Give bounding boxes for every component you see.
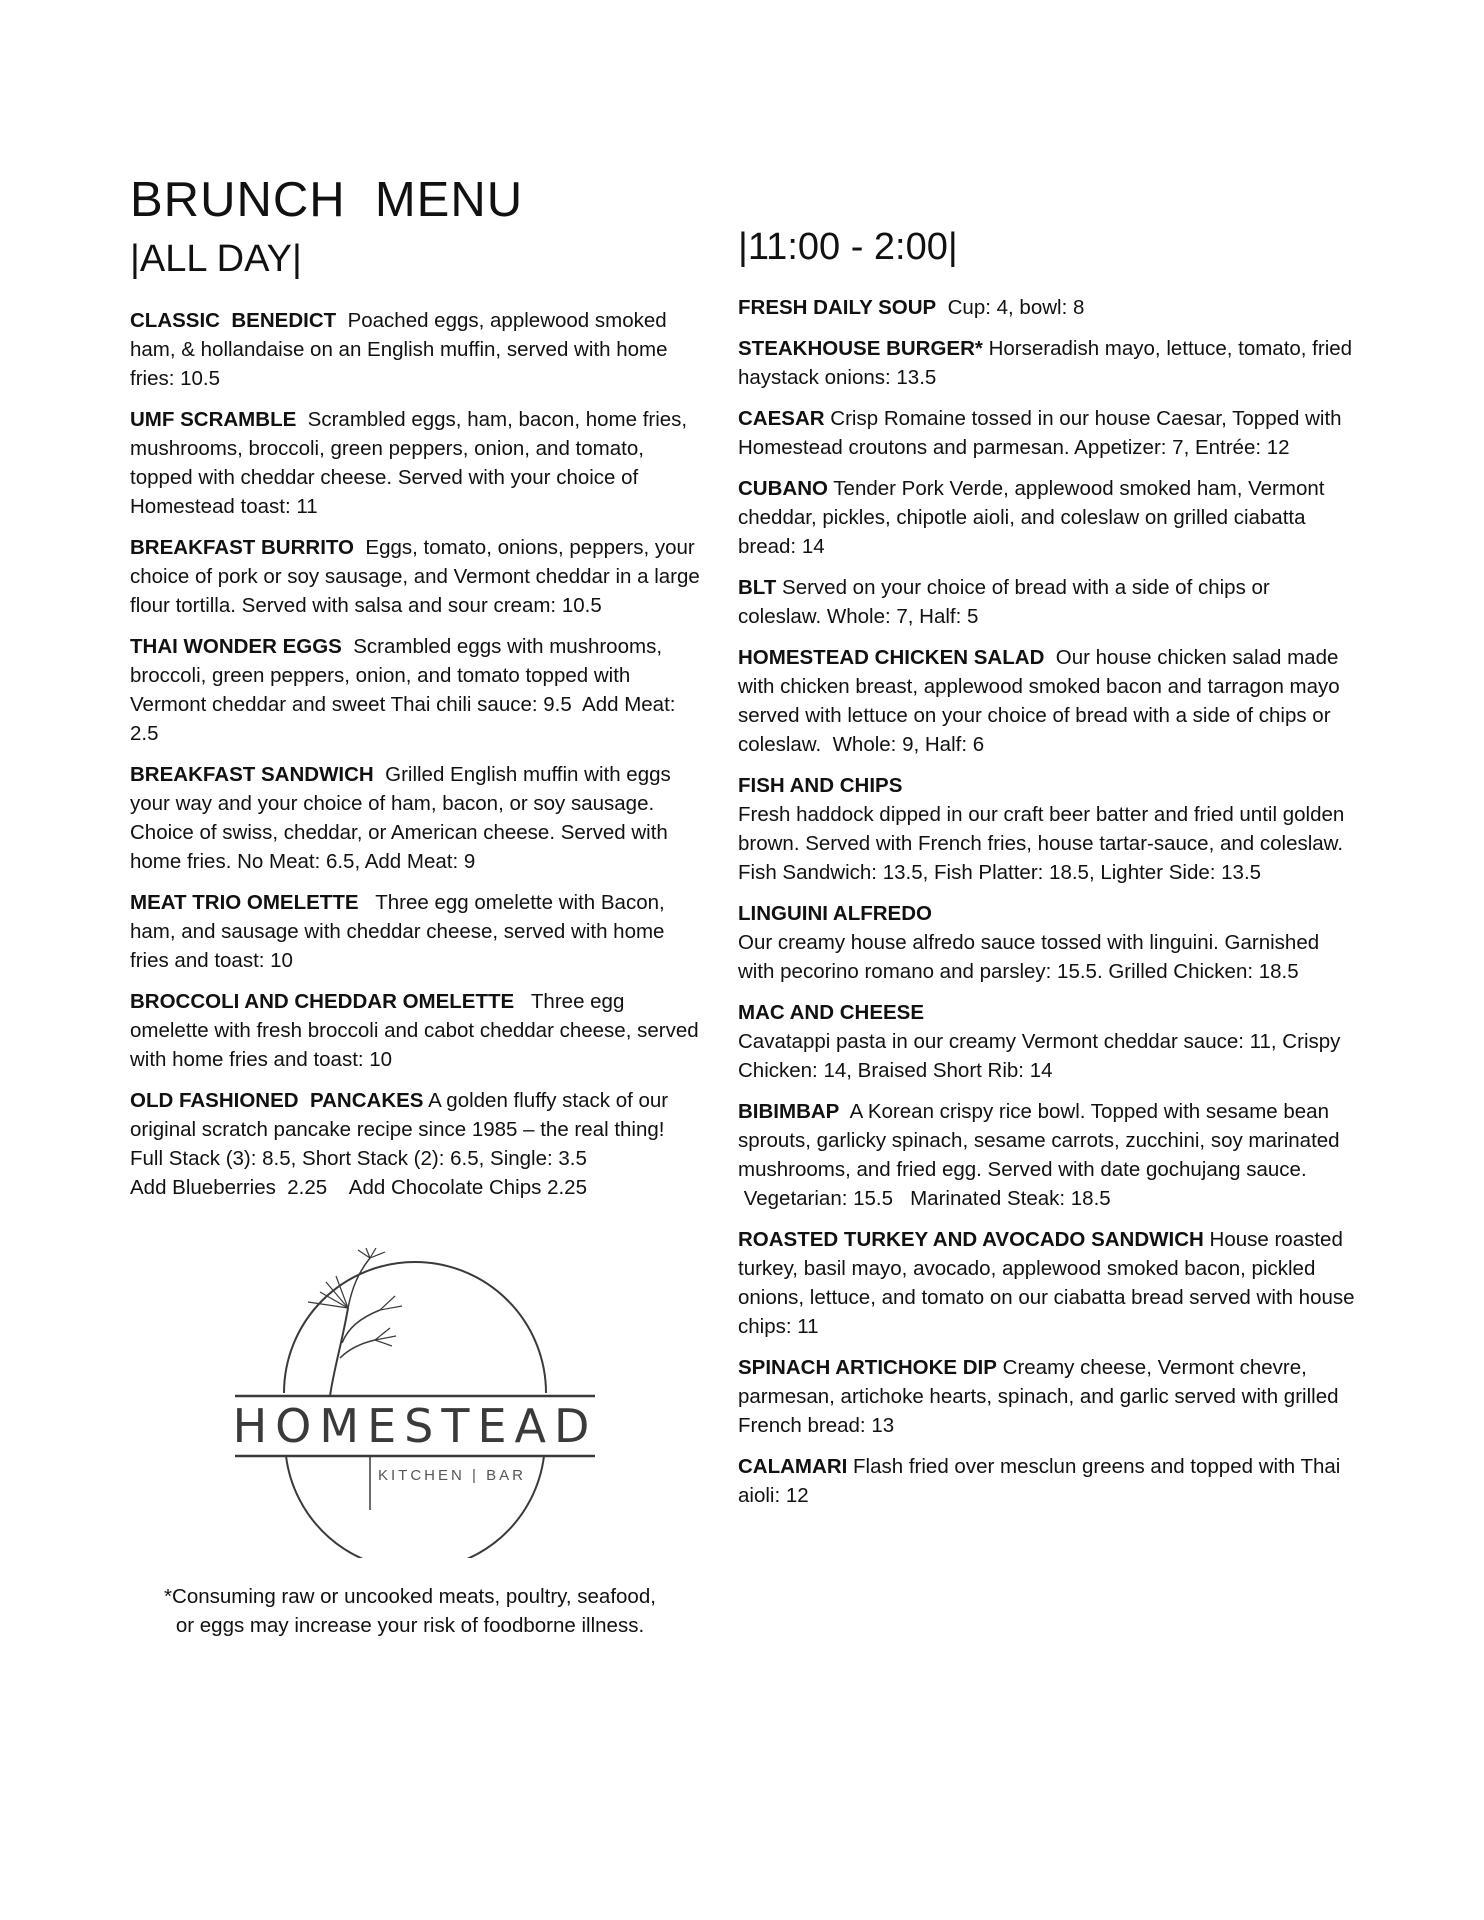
menu-item-description: Fresh haddock dipped in our craft beer batter and fried until golden brown. Served with French fries, house tartar-sauce, and coleslaw. Fish Sandwich: 13.5, Fish Platter: 18.5, Lighter Side: 13.5 [738, 803, 1350, 884]
menu-item-name: FRESH DAILY SOUP [738, 296, 937, 319]
menu-item-name: UMF SCRAMBLE [130, 408, 297, 431]
menu-item-name: BROCCOLI AND CHEDDAR OMELETTE [130, 990, 515, 1013]
menu-item [738, 1353, 1358, 1440]
homestead-logo [230, 1248, 600, 1558]
menu-item-name: THAI WONDER EGGS [130, 635, 342, 658]
disclaimer-line: *Consuming raw or uncooked meats, poultry, seafood, [164, 1585, 656, 1608]
all-day-menu-column [130, 306, 706, 1214]
menu-item [130, 533, 706, 620]
menu-item-description: Our house chicken salad made with chicken breast, applewood smoked bacon and tarragon mayo served with lettuce on your choice of bread with a side of chips or coleslaw. Whole: 9, Half: 6 [738, 646, 1346, 756]
page-title: BRUNCH MENU [130, 173, 524, 227]
menu-item-description: Scrambled eggs, ham, bacon, home fries, mushrooms, broccoli, green peppers, onion, and tomato, topped with cheddar cheese. Served with your choice of Homestead toast: 11 [130, 408, 693, 518]
menu-item [738, 1097, 1358, 1213]
menu-item-name: ROASTED TURKEY AND AVOCADO SANDWICH [738, 1228, 1204, 1251]
menu-item-name: HOMESTEAD CHICKEN SALAD [738, 646, 1045, 669]
menu-item-name: BREAKFAST SANDWICH [130, 763, 374, 786]
lunch-menu-column [738, 293, 1361, 1522]
menu-item-name: STEAKHOUSE BURGER* [738, 337, 983, 360]
menu-item-name: OLD FASHIONED PANCAKES [130, 1089, 424, 1112]
menu-item [738, 643, 1358, 759]
menu-item-description: A golden fluffy stack of our original scratch pancake recipe since 1985 – the real thing! Full Stack (3): 8.5, Short Stack (2): 6.5, Single: 3.5 [130, 1089, 674, 1170]
menu-item-description: Poached eggs, applewood smoked ham, & hollandaise on an English muffin, served with home fries: 10.5 [130, 309, 674, 390]
menu-item-name: MAC AND CHEESE [738, 1001, 925, 1024]
menu-item [130, 405, 700, 521]
menu-item-name: MEAT TRIO OMELETTE [130, 891, 359, 914]
menu-item [738, 771, 1358, 887]
logo-wordmark: HOMESTEAD [232, 1399, 598, 1453]
menu-item-name: CUBANO [738, 477, 828, 500]
menu-item-description: Horseradish mayo, lettuce, tomato, fried haystack onions: 13.5 [738, 337, 1358, 389]
menu-item-description: House roasted turkey, basil mayo, avocado, applewood smoked bacon, pickled onions, lettuce, and tomato on our ciabatta bread served with house chips: 11 [738, 1228, 1361, 1338]
menu-item-description: Crisp Romaine tossed in our house Caesar, Topped with Homestead croutons and parmesan. Appetizer: 7, Entrée: 12 [738, 407, 1348, 459]
menu-item [738, 334, 1358, 392]
menu-item-prices: Vegetarian: 15.5 Marinated Steak: 18.5 [738, 1187, 1111, 1210]
menu-item-description: Creamy cheese, Vermont chevre, parmesan, artichoke hearts, spinach, and garlic served with grilled French bread: 13 [738, 1356, 1345, 1437]
menu-item-description: Served on your choice of bread with a side of chips or coleslaw. Whole: 7, Half: 5 [738, 576, 1276, 628]
menu-item [738, 404, 1358, 462]
logo-tagline: KITCHEN | BAR [378, 1467, 526, 1484]
menu-item-name: BLT [738, 576, 777, 599]
menu-item-name: CAESAR [738, 407, 825, 430]
menu-item [130, 306, 700, 393]
menu-item-description: Scrambled eggs with mushrooms, broccoli, green peppers, onion, and tomato topped with Vermont cheddar and sweet Thai chili sauce: 9.5 Add Meat: 2.5 [130, 635, 682, 745]
menu-item-name: CALAMARI [738, 1455, 848, 1478]
menu-item-description: Cavatappi pasta in our creamy Vermont cheddar sauce: 11, Crispy Chicken: 14, Braised Short Rib: 14 [738, 1030, 1347, 1082]
menu-item-name: BIBIMBAP [738, 1100, 840, 1123]
menu-item [130, 760, 700, 876]
hours-subtitle: |11:00 - 2:00| [738, 226, 958, 268]
menu-item-addons: Add Blueberries 2.25 Add Chocolate Chips 2.25 [130, 1176, 587, 1199]
menu-item-description: Eggs, tomato, onions, peppers, your choice of pork or soy sausage, and Vermont cheddar in a large flour tortilla. Served with salsa and sour cream: 10.5 [130, 536, 706, 617]
food-safety-disclaimer [130, 1582, 690, 1640]
menu-item [130, 987, 705, 1074]
menu-item-description: Three egg omelette with Bacon, ham, and sausage with cheddar cheese, served with home fries and toast: 10 [130, 891, 671, 972]
menu-item-description: Tender Pork Verde, applewood smoked ham, Vermont cheddar, pickles, chipotle aioli, and coleslaw on grilled ciabatta bread: 14 [738, 477, 1331, 558]
menu-item-description: Three egg omelette with fresh broccoli and cabot cheddar cheese, served with home fries and toast: 10 [130, 990, 705, 1071]
menu-item [738, 1452, 1358, 1510]
menu-item-description: A Korean crispy rice bowl. Topped with sesame bean sprouts, garlicky spinach, sesame carrots, zucchini, soy marinated mushrooms, and fried egg. Served with date gochujang sauce. [738, 1100, 1346, 1181]
all-day-subtitle: |ALL DAY| [130, 238, 302, 280]
menu-item [738, 899, 1358, 986]
menu-item-description: Cup: 4, bowl: 8 [947, 296, 1085, 319]
menu-item-name: FISH AND CHIPS [738, 774, 903, 797]
menu-item-name: SPINACH ARTICHOKE DIP [738, 1356, 997, 1379]
menu-item [738, 293, 1358, 322]
menu-item [738, 474, 1358, 561]
menu-item-name: BREAKFAST BURRITO [130, 536, 354, 559]
menu-item [130, 888, 700, 975]
menu-item-name: CLASSIC BENEDICT [130, 309, 337, 332]
menu-item [738, 573, 1358, 631]
menu-item [738, 998, 1358, 1085]
menu-item-description: Grilled English muffin with eggs your way and your choice of ham, bacon, or soy sausage. Choice of swiss, cheddar, or American cheese. Served with home fries. No Meat: 6.5, Add Meat: 9 [130, 763, 677, 873]
disclaimer-line: or eggs may increase your risk of foodborne illness. [175, 1614, 645, 1637]
menu-item-name: LINGUINI ALFREDO [738, 902, 932, 925]
menu-item [130, 632, 700, 748]
menu-item [738, 1225, 1361, 1341]
menu-item-description: Our creamy house alfredo sauce tossed with linguini. Garnished with pecorino romano and parsley: 15.5. Grilled Chicken: 18.5 [738, 931, 1325, 983]
menu-item [130, 1086, 700, 1202]
menu-item-description: Flash fried over mesclun greens and topped with Thai aioli: 12 [738, 1455, 1347, 1507]
